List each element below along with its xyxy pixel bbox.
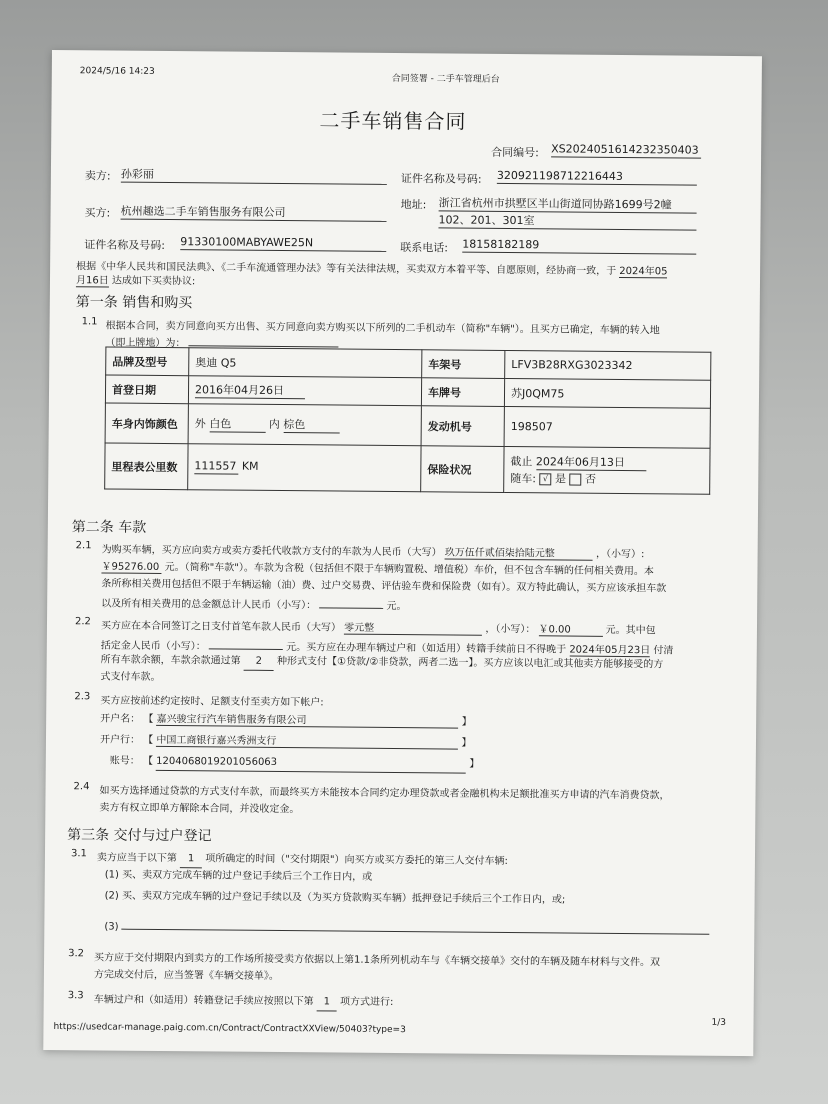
account-name-row [100,709,472,728]
left-bracket: 【 [143,713,154,725]
address-label: 地址: [400,198,427,212]
clause-2-1-text1b: ，（小写）: [595,548,645,561]
clause-2-2-text2: 括定金人民币（小写）： [100,640,206,653]
clause-3-3-num: 3.3 [67,990,84,1002]
exterior-color: 白色 [209,415,265,432]
phone: 18158182189 [462,238,696,255]
right-bracket: 】 [461,737,472,749]
clause-2-2-text1: 买方应在本合同签订之日支付首笔车款人民币（大写） [100,620,342,634]
payment-method-no: 2 [244,656,274,671]
clause-2-2-text2c: 付清 [653,645,674,657]
clause-3-3-text1b: 项方式进行: [340,996,394,1009]
clause-3-3-text1: 车辆过户和（如适用）转籍登记手续应按照以下第 [93,994,314,1008]
transfer-location [189,331,339,347]
clause-3-1-text1: 卖方应当于以下第 [96,852,177,865]
clause-3-2-line1: 买方应于交付期限内到卖方的工作场所接受卖方依据以上第1.1条所列机动车与《车辆交接单》交付的车辆及随车材料与文件。双 [94,952,661,969]
payment-deadline: 2024年05月23日 [569,641,650,658]
delivery-option-3 [104,914,709,937]
clause-2-1-line4 [101,591,407,612]
intro-text-end: 达成如下买卖协议: [111,275,196,288]
seller-label: 卖方: [84,169,111,183]
clause-1-1-num: 1.1 [81,316,98,328]
account-name: 嘉兴骏宝行汽车销售服务有限公司 [156,710,458,729]
insurance-value [504,446,710,494]
clause-2-2-text1b: ，（小写）： [485,623,536,636]
contract-title: 二手车销售合同 [319,108,467,134]
color-label: 车身内饰颜色 [105,403,188,444]
account-no-label: 账号： [109,755,140,767]
clause-3-1-text1b: 项所确定的时间（"交付期限"）向买方或买方委托的第三人交付车辆: [205,853,508,868]
seller-id-label: 证件名称及号码: [400,172,482,186]
engine-label: 发动机号 [421,406,504,447]
buyer-label: 买方: [84,206,111,220]
clause-2-2-text2b: 元。买方应在办理车辆过户和（如适用）转籍手续前日不得晚于 [286,642,567,656]
clause-1-1-text2-label: （即上牌地）为： [105,337,186,350]
price-amount: ￥95276.00 [101,557,161,574]
clause-2-3-line1: 买方应按前述约定按时、足额支付至卖方如下帐户: [100,695,324,709]
plate-value: 苏J0QM75 [504,378,710,408]
clause-2-1-text1: 为购买车辆，买方应向卖方或卖方委托代收款方支付的车款为人民币（大写） [101,544,442,559]
contract-no-label: 合同编号: [491,145,539,160]
total-amount [319,593,383,609]
left-bracket: 【 [143,734,154,746]
clause-3-3-line1 [94,990,394,1012]
account-no-row [110,752,480,774]
model-text: 奥迪 Q5 [195,355,237,370]
print-page-title: 合同签署 - 二手车管理后台 [391,73,500,85]
clause-2-1-text4b: 元。 [386,600,407,613]
interior-prefix: 内 [268,417,280,432]
mileage-value [188,444,421,492]
right-bracket: 】 [469,758,480,770]
mileage-unit: KM [241,459,259,473]
no-label: 否 [584,472,597,486]
address-line1: 浙江省杭州市拱墅区半山街道同协路1699号2幢 [439,194,697,213]
clause-2-3-num: 2.3 [74,691,91,703]
deposit-amount [209,634,283,650]
reg-date-label: 首登日期 [105,375,188,404]
delivery-option-2: (2) 买、卖双方完成车辆的过户登记手续以及（为买方贷款购买车辆）抵押登记手续后三个工作日内，或; [104,890,566,906]
reg-date-text: 2016年04月26日 [195,381,305,399]
clause-2-2-text3: 所有车款余额，车款余款通过第 [100,654,241,667]
plate-label: 车牌号 [421,378,504,407]
section3-title: 第三条 交付与过户登记 [67,827,212,845]
delivery-option-3-label: (3) [104,921,119,933]
clause-3-2-line2: 方完成交付后，应当签署《车辆交接单》。 [93,969,279,983]
account-no: 1204068019201056063 [156,756,466,774]
interior-color: 棕色 [283,416,339,433]
clause-3-2-num: 3.2 [68,948,85,960]
right-bracket: 】 [461,716,472,728]
buyer-id-label: 证件名称及号码: [84,238,166,252]
model-label: 品牌及型号 [106,347,189,376]
vin-label: 车架号 [422,350,505,379]
phone-label: 联系电话: [400,241,449,255]
first-payment-uppercase: 零元整 [344,619,482,636]
empty-checkbox-icon [569,474,581,486]
clause-2-1-text4: 以及所有相关费用的总金额总计人民币（小写）： [101,598,317,612]
price-uppercase: 玖万伍仟贰佰柒拾陆元整 [445,543,593,560]
clause-2-2-line3 [101,650,664,674]
intro-text: 根据《中华人民共和国民法典》、《二手车流通管理办法》等有关法律法规，买卖双方本着平等、自愿原则，经协商一致，于 [76,261,617,277]
print-datetime: 2024/5/16 14:23 [79,66,155,77]
clause-2-2-num: 2.2 [74,616,91,628]
seller-name: 孙彩丽 [121,166,387,185]
bank-label: 开户行： [99,734,141,746]
clause-2-1-num: 2.1 [75,540,92,552]
section2-title: 第二条 车款 [71,519,147,536]
print-page-number: 1/3 [711,1017,727,1028]
table-row [105,443,710,494]
mileage-number: 111557 [194,459,238,474]
reg-date-value [188,376,421,406]
clause-2-4-line2: 卖方有权立即单方解除本合同，并没收定金。 [99,802,300,816]
color-value [188,404,421,446]
delivery-option-3-blank [122,915,710,935]
with-car-row [510,470,703,488]
clause-2-2-line4: 式支付车款。 [100,671,161,683]
left-bracket: 【 [142,755,154,767]
insurance-date: 2024年06月13日 [536,453,646,471]
intro-date-part1: 2024年05 [619,262,667,278]
buyer-name: 杭州趣选二手车销售服务有限公司 [121,203,387,222]
with-car-label: 随车: [510,472,537,486]
table-row [105,403,710,448]
clause-2-2-text3b: 种形式支付【①贷款/②非贷款，两者二选一】。买方应该以电汇或其他卖方能够接受的方 [276,655,664,671]
engine-value: 198507 [504,406,710,448]
account-name-label: 开户名： [100,713,141,725]
seller-id: 320921198712216443 [497,169,697,186]
delivery-option-no: 1 [180,853,202,868]
clause-2-4-num: 2.4 [73,781,90,793]
contract-no: XS2024051614232350403 [551,142,701,158]
intro-date-part2: 月16日 [76,271,109,287]
section1-title: 第一条 销售和购买 [75,294,193,312]
clause-3-1-num: 3.1 [70,848,87,860]
yes-label: 是 [554,472,567,486]
insurance-label: 保险状况 [421,446,504,493]
clause-2-1-line3: 条所称相关费用包括但不限于车辆运输（油）费、过户交易费、评估验车费和保险费（如有）。双方特此确认，买方应该承担车款 [101,578,667,595]
address-line2: 102、201、301室 [438,211,696,230]
print-url: https://usedcar-manage.paig.com.cn/Contract/ContractXXView/50403?type=3 [53,1022,406,1036]
contract-page [43,50,762,1056]
delivery-option-1: (1) 买、卖双方完成车辆的过户登记手续后三个工作日内，或 [104,869,373,883]
transfer-option-no: 1 [317,996,337,1011]
bank-row [100,730,472,749]
vin-value: LFV3B28RXG3023342 [505,350,711,380]
buyer-id: 91330100MABYAWE25N [180,235,386,252]
bank-name: 中国工商银行嘉兴秀洲支行 [156,731,458,750]
checked-box-icon: √ [539,473,551,485]
clause-2-4-line1: 如买方选择通过贷款的方式支付车款，而最终买方未能按本合同约定办理贷款或者金融机构未足额批准买方申请的汽车消费贷款， [99,785,670,802]
vehicle-table [104,346,711,494]
intro-line2 [76,271,195,288]
insurance-prefix: 截止 [510,455,533,469]
clause-1-1-text1: 根据本合同，卖方同意向买方出售、买方同意向卖方购买以下所列的二手机动车（简称"车辆"）。且买方已确定，车辆的转入地 [105,320,660,337]
model-value [189,348,422,378]
clause-2-2-text1c: 元。其中包 [605,624,656,637]
clause-2-1-text2: 元。（简称"车款"）。车款为含税（包括但不限于车辆购置税、增值税）车价，但不包含车辆的任何相关费用。本 [164,562,654,578]
first-payment-amount: ￥0.00 [538,620,602,637]
insurance-expiry [510,453,703,472]
mileage-label: 里程表公里数 [105,443,188,490]
exterior-prefix: 外 [194,417,206,431]
